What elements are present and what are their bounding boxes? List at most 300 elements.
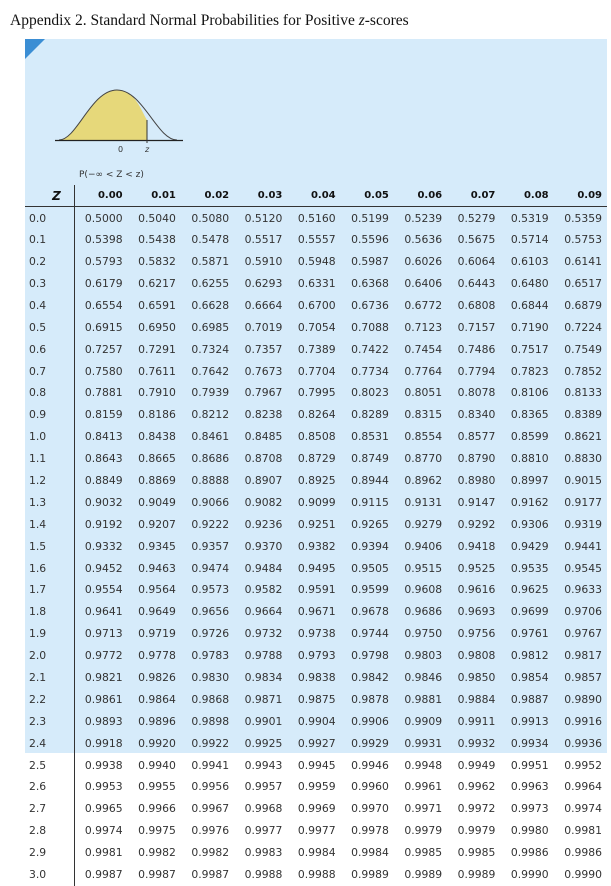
probability-cell: 0.5910	[244, 255, 283, 269]
probability-cell: 0.9936	[564, 736, 602, 750]
z-value-cell: 1.3	[25, 491, 74, 513]
probability-cell: 0.9961	[404, 780, 443, 794]
table-row	[25, 688, 607, 710]
probability-cell: 0.9898	[191, 714, 230, 728]
table-row	[25, 535, 607, 557]
col-header: 0.02	[204, 190, 230, 202]
z-value-cell: 2.4	[25, 732, 74, 754]
probability-cell: 0.8212	[191, 408, 230, 422]
probability-cell: 0.7673	[244, 364, 283, 378]
probability-cell: 0.9633	[564, 583, 602, 597]
z-value-cell: 1.6	[25, 557, 74, 579]
corner-accent	[25, 39, 45, 59]
probability-cell: 0.9981	[84, 846, 123, 860]
probability-cell: 0.9732	[244, 627, 283, 641]
table-row	[25, 426, 607, 448]
probability-cell: 0.8315	[404, 408, 443, 422]
probability-cell: 0.6064	[457, 255, 496, 269]
probability-cell: 0.9236	[244, 517, 283, 531]
probability-cell: 0.9834	[244, 671, 283, 685]
probability-cell: 0.9582	[244, 583, 283, 597]
probability-cell: 0.9131	[404, 495, 443, 509]
z-value-cell: 2.0	[25, 645, 74, 667]
probability-cell: 0.9778	[138, 649, 176, 663]
axis-zero-label: 0	[118, 145, 124, 154]
probability-cell: 0.7852	[564, 364, 602, 378]
probability-cell: 0.8962	[404, 474, 443, 488]
probability-cell: 0.5080	[191, 211, 230, 225]
table-row	[25, 470, 607, 492]
probability-cell: 0.9864	[138, 692, 176, 706]
probability-cell: 0.9838	[297, 671, 336, 685]
probability-cell: 0.9973	[510, 802, 549, 816]
probability-cell: 0.8770	[404, 452, 443, 466]
probability-cell: 0.9772	[84, 649, 123, 663]
probability-cell: 0.6103	[510, 255, 549, 269]
probability-cell: 0.9686	[404, 605, 443, 619]
table-row	[25, 338, 607, 360]
probability-cell: 0.7549	[564, 342, 602, 356]
probability-cell: 0.9980	[510, 824, 549, 838]
probability-cell: 0.9535	[510, 561, 549, 575]
col-header: 0.04	[310, 190, 336, 202]
probability-cell: 0.9608	[404, 583, 443, 597]
probability-cell: 0.9951	[510, 758, 549, 772]
probability-cell: 0.9382	[297, 539, 336, 553]
probability-cell: 0.7823	[510, 364, 549, 378]
probability-cell: 0.9985	[404, 846, 443, 860]
probability-cell: 0.7939	[191, 386, 230, 400]
probability-cell: 0.9945	[297, 758, 336, 772]
probability-cell: 0.9966	[138, 802, 176, 816]
probability-cell: 0.9032	[84, 495, 123, 509]
probability-cell: 0.9656	[191, 605, 230, 619]
probability-cell: 0.9890	[564, 692, 602, 706]
probability-cell: 0.9881	[404, 692, 443, 706]
probability-cell: 0.9967	[191, 802, 230, 816]
probability-cell: 0.9906	[351, 714, 389, 728]
probability-cell: 0.9983	[244, 846, 283, 860]
probability-cell: 0.9901	[244, 714, 283, 728]
probability-cell: 0.6772	[404, 298, 443, 312]
z-table	[25, 185, 607, 886]
probability-cell: 0.9484	[244, 561, 283, 575]
probability-cell: 0.8849	[84, 474, 123, 488]
probability-cell: 0.9971	[404, 802, 443, 816]
probability-cell: 0.8023	[351, 386, 389, 400]
probability-cell: 0.5832	[138, 255, 176, 269]
probability-cell: 0.6255	[191, 277, 230, 290]
probability-cell: 0.8907	[244, 474, 283, 488]
probability-cell: 0.6736	[351, 298, 389, 312]
probability-cell: 0.9987	[191, 868, 230, 882]
probability-cell: 0.9976	[191, 824, 230, 838]
table-panel	[25, 39, 607, 882]
probability-cell: 0.9207	[138, 517, 176, 531]
probability-cell: 0.9066	[191, 495, 230, 509]
probability-cell: 0.5040	[138, 211, 176, 225]
z-value-cell: 0.2	[25, 251, 74, 273]
probability-cell: 0.9319	[564, 517, 602, 531]
probability-cell: 0.9963	[510, 780, 549, 794]
probability-cell: 0.8790	[457, 452, 496, 466]
probability-cell: 0.8508	[297, 430, 336, 444]
col-header: 0.07	[470, 190, 496, 202]
probability-cell: 0.8599	[510, 430, 549, 444]
probability-cell: 0.6406	[404, 277, 443, 290]
probability-cell: 0.7190	[510, 320, 549, 334]
probability-cell: 0.6026	[404, 255, 443, 269]
probability-cell: 0.8749	[351, 452, 389, 466]
probability-cell: 0.5438	[138, 233, 176, 247]
probability-cell: 0.7088	[351, 320, 389, 334]
probability-cell: 0.9177	[564, 495, 602, 509]
probability-cell: 0.9884	[457, 692, 496, 706]
probability-cell: 0.9750	[404, 627, 443, 641]
probability-cell: 0.9987	[84, 868, 123, 882]
table-row	[25, 732, 607, 754]
probability-cell: 0.8830	[564, 452, 602, 466]
probability-cell: 0.9817	[564, 649, 602, 663]
probability-cell: 0.9616	[457, 583, 496, 597]
z-value-cell: 1.5	[25, 535, 74, 557]
probability-cell: 0.9452	[84, 561, 123, 575]
z-value-cell: 0.1	[25, 229, 74, 251]
table-row	[25, 229, 607, 251]
probability-cell: 0.9726	[191, 627, 230, 641]
probability-cell: 0.9988	[297, 868, 336, 882]
probability-cell: 0.9441	[564, 539, 602, 553]
z-value-cell: 1.4	[25, 513, 74, 535]
probability-cell: 0.8944	[351, 474, 389, 488]
probability-cell: 0.5478	[191, 233, 230, 247]
probability-cell: 0.7517	[510, 342, 549, 356]
probability-cell: 0.7486	[457, 342, 496, 356]
probability-cell: 0.9495	[297, 561, 336, 575]
probability-cell: 0.7019	[244, 320, 283, 334]
probability-cell: 0.5557	[297, 233, 336, 247]
table-row	[25, 448, 607, 470]
table-row	[25, 667, 607, 689]
probability-cell: 0.9868	[191, 692, 230, 706]
normal-curve-figure	[55, 84, 190, 164]
probability-cell: 0.9990	[510, 868, 549, 882]
probability-cell: 0.9968	[244, 802, 283, 816]
probability-cell: 0.8869	[138, 474, 176, 488]
probability-cell: 0.9854	[510, 671, 549, 685]
probability-cell: 0.9927	[297, 736, 336, 750]
page-title: Appendix 2. Standard Normal Probabilities for Positive z-scores	[10, 12, 409, 29]
table-row	[25, 776, 607, 798]
probability-cell: 0.9719	[138, 627, 176, 641]
z-value-cell: 0.5	[25, 316, 74, 338]
probability-cell: 0.9956	[191, 780, 230, 794]
probability-cell: 0.9932	[457, 736, 496, 750]
z-value-cell: 1.1	[25, 448, 74, 470]
table-row	[25, 579, 607, 601]
probability-cell: 0.8810	[510, 452, 549, 466]
probability-cell: 0.9699	[510, 605, 549, 619]
probability-cell: 0.9049	[138, 495, 176, 509]
probability-cell: 0.9979	[457, 824, 496, 838]
probability-cell: 0.7291	[138, 342, 176, 356]
probability-cell: 0.8997	[510, 474, 549, 488]
probability-cell: 0.5714	[510, 233, 549, 247]
table-row	[25, 601, 607, 623]
z-value-cell: 2.6	[25, 776, 74, 798]
probability-cell: 0.9931	[404, 736, 443, 750]
z-value-cell: 2.1	[25, 667, 74, 689]
probability-cell: 0.7881	[84, 386, 123, 400]
probability-cell: 0.5160	[297, 211, 336, 225]
table-row	[25, 251, 607, 273]
col-header: 0.05	[364, 190, 389, 202]
probability-cell: 0.9429	[510, 539, 549, 553]
probability-cell: 0.8340	[457, 408, 496, 422]
probability-cell: 0.9306	[510, 517, 549, 531]
z-value-cell: 2.3	[25, 710, 74, 732]
probability-cell: 0.7157	[457, 320, 496, 334]
probability-cell: 0.7580	[84, 364, 123, 378]
probability-cell: 0.9878	[351, 692, 389, 706]
probability-cell: 0.6844	[510, 298, 549, 312]
probability-cell: 0.9941	[191, 758, 230, 772]
probability-cell: 0.8159	[84, 408, 123, 422]
probability-cell: 0.6368	[351, 277, 389, 290]
probability-cell: 0.9222	[191, 517, 230, 531]
z-value-cell: 0.8	[25, 382, 74, 404]
table-row	[25, 207, 607, 229]
probability-cell: 0.8925	[297, 474, 336, 488]
probability-cell: 0.9965	[84, 802, 123, 816]
probability-cell: 0.9989	[457, 868, 496, 882]
probability-cell: 0.9162	[510, 495, 549, 509]
probability-cell: 0.9989	[351, 868, 389, 882]
table-row	[25, 798, 607, 820]
probability-cell: 0.9370	[244, 539, 283, 553]
probability-cell: 0.8413	[84, 430, 123, 444]
probability-cell: 0.9857	[564, 671, 602, 685]
probability-cell: 0.7794	[457, 364, 496, 378]
probability-cell: 0.7704	[297, 364, 336, 378]
probability-cell: 0.9962	[457, 780, 496, 794]
probability-cell: 0.9671	[297, 605, 336, 619]
probability-cell: 0.9591	[297, 583, 336, 597]
probability-cell: 0.9982	[138, 846, 176, 860]
probability-cell: 0.6808	[457, 298, 496, 312]
probability-cell: 0.9922	[191, 736, 230, 750]
probability-cell: 0.9979	[404, 824, 443, 838]
probability-cell: 0.9986	[510, 846, 549, 860]
probability-cell: 0.9812	[510, 649, 549, 663]
probability-cell: 0.9934	[510, 736, 549, 750]
table-row	[25, 557, 607, 579]
probability-cell: 0.9756	[457, 627, 496, 641]
probability-cell: 0.9678	[351, 605, 389, 619]
probability-cell: 0.9279	[404, 517, 443, 531]
probability-cell: 0.9474	[191, 561, 230, 575]
probability-cell: 0.6293	[244, 277, 283, 290]
probability-cell: 0.9649	[138, 605, 176, 619]
table-row	[25, 754, 607, 776]
probability-cell: 0.9418	[457, 539, 496, 553]
probability-cell: 0.6591	[138, 298, 176, 312]
probability-cell: 0.9977	[297, 824, 336, 838]
probability-cell: 0.6443	[457, 277, 496, 290]
probability-cell: 0.9015	[564, 474, 602, 488]
probability-cell: 0.5000	[84, 211, 123, 225]
probability-cell: 0.9830	[191, 671, 230, 685]
probability-cell: 0.9846	[404, 671, 443, 685]
probability-cell: 0.9292	[457, 517, 496, 531]
table-row	[25, 273, 607, 295]
probability-cell: 0.9850	[457, 671, 496, 685]
probability-cell: 0.8365	[510, 408, 549, 422]
probability-cell: 0.9625	[510, 583, 549, 597]
probability-cell: 0.9099	[297, 495, 336, 509]
probability-cell: 0.9911	[457, 714, 496, 728]
probability-cell: 0.7389	[297, 342, 336, 356]
probability-cell: 0.9969	[297, 802, 336, 816]
probability-cell: 0.8461	[191, 430, 230, 444]
probability-cell: 0.8051	[404, 386, 443, 400]
probability-cell: 0.9783	[191, 649, 230, 663]
probability-cell: 0.9981	[564, 824, 602, 838]
probability-cell: 0.9082	[244, 495, 283, 509]
probability-cell: 0.8389	[564, 408, 602, 422]
probability-cell: 0.9641	[84, 605, 123, 619]
probability-cell: 0.8621	[564, 430, 602, 444]
z-value-cell: 0.4	[25, 294, 74, 316]
probability-cell: 0.9940	[138, 758, 176, 772]
probability-cell: 0.9978	[351, 824, 389, 838]
probability-cell: 0.9525	[457, 561, 496, 575]
probability-cell: 0.9988	[244, 868, 283, 882]
probability-cell: 0.9896	[138, 714, 176, 728]
probability-cell: 0.9977	[244, 824, 283, 838]
probability-cell: 0.5359	[564, 211, 602, 225]
probability-cell: 0.9798	[351, 649, 389, 663]
probability-cell: 0.6141	[564, 255, 602, 269]
table-row	[25, 294, 607, 316]
col-header: 0.09	[577, 190, 602, 202]
header-row	[25, 185, 607, 207]
table-row	[25, 864, 607, 886]
probability-cell: 0.9842	[351, 671, 389, 685]
probability-cell: 0.9904	[297, 714, 336, 728]
probability-cell: 0.6985	[191, 320, 230, 334]
probability-cell: 0.6950	[138, 320, 176, 334]
z-value-cell: 2.9	[25, 842, 74, 864]
z-value-cell: 3.0	[25, 864, 74, 886]
probability-cell: 0.9693	[457, 605, 496, 619]
probability-cell: 0.6628	[191, 298, 230, 312]
probability-cell: 0.8686	[191, 452, 230, 466]
probability-cell: 0.9147	[457, 495, 496, 509]
probability-cell: 0.9929	[351, 736, 389, 750]
probability-cell: 0.8708	[244, 452, 283, 466]
table-row	[25, 404, 607, 426]
probability-cell: 0.6331	[297, 277, 336, 290]
probability-cell: 0.6554	[84, 298, 123, 312]
probability-cell: 0.6664	[244, 298, 283, 312]
probability-cell: 0.5675	[457, 233, 496, 247]
probability-cell: 0.9545	[564, 561, 602, 575]
table-row	[25, 382, 607, 404]
z-value-cell: 2.7	[25, 798, 74, 820]
probability-cell: 0.8485	[244, 430, 283, 444]
table-row	[25, 491, 607, 513]
probability-cell: 0.9953	[84, 780, 123, 794]
z-value-cell: 0.7	[25, 360, 74, 382]
probability-cell: 0.5120	[244, 211, 283, 225]
probability-cell: 0.8078	[457, 386, 496, 400]
probability-cell: 0.5636	[404, 233, 443, 247]
probability-cell: 0.9744	[351, 627, 389, 641]
probability-cell: 0.9986	[564, 846, 602, 860]
probability-cell: 0.7642	[191, 364, 230, 378]
probability-cell: 0.9964	[564, 780, 602, 794]
probability-cell: 0.8643	[84, 452, 123, 466]
probability-cell: 0.9974	[84, 824, 123, 838]
probability-cell: 0.5793	[84, 255, 123, 269]
probability-cell: 0.9767	[564, 627, 602, 641]
probability-cell: 0.9599	[351, 583, 389, 597]
z-value-cell: 0.6	[25, 338, 74, 360]
probability-cell: 0.9984	[351, 846, 389, 860]
probability-cell: 0.5987	[351, 255, 389, 269]
z-value-cell: 0.3	[25, 273, 74, 295]
axis-z-label: z	[145, 145, 150, 154]
probability-cell: 0.8980	[457, 474, 496, 488]
table-row	[25, 820, 607, 842]
probability-cell: 0.7054	[297, 320, 336, 334]
z-header: Z	[25, 185, 74, 207]
probability-cell: 0.9793	[297, 649, 336, 663]
probability-cell: 0.9972	[457, 802, 496, 816]
probability-cell: 0.9916	[564, 714, 602, 728]
probability-cell: 0.9989	[404, 868, 443, 882]
probability-cell: 0.5239	[404, 211, 443, 225]
probability-cell: 0.8289	[351, 408, 389, 422]
probability-cell: 0.9713	[84, 627, 123, 641]
probability-cell: 0.9893	[84, 714, 123, 728]
probability-cell: 0.7123	[404, 320, 443, 334]
probability-cell: 0.9959	[297, 780, 336, 794]
probability-cell: 0.9861	[84, 692, 123, 706]
probability-cell: 0.9406	[404, 539, 443, 553]
probability-cell: 0.5279	[457, 211, 496, 225]
probability-cell: 0.5398	[84, 233, 123, 247]
z-value-cell: 0.0	[25, 207, 74, 229]
probability-cell: 0.7764	[404, 364, 443, 378]
probability-cell: 0.9265	[351, 517, 389, 531]
probability-cell: 0.6700	[297, 298, 336, 312]
probability-cell: 0.6480	[510, 277, 549, 290]
z-value-cell: 1.9	[25, 623, 74, 645]
col-header: 0.03	[257, 190, 283, 202]
probability-label: P(−∞ < Z < z)	[79, 170, 144, 180]
probability-cell: 0.9946	[351, 758, 389, 772]
probability-cell: 0.9925	[244, 736, 283, 750]
probability-cell: 0.6179	[84, 277, 123, 290]
probability-cell: 0.9357	[191, 539, 230, 553]
table-row	[25, 360, 607, 382]
probability-cell: 0.9788	[244, 649, 283, 663]
probability-cell: 0.6217	[138, 277, 176, 290]
probability-cell: 0.9975	[138, 824, 176, 838]
probability-cell: 0.6517	[564, 277, 602, 290]
